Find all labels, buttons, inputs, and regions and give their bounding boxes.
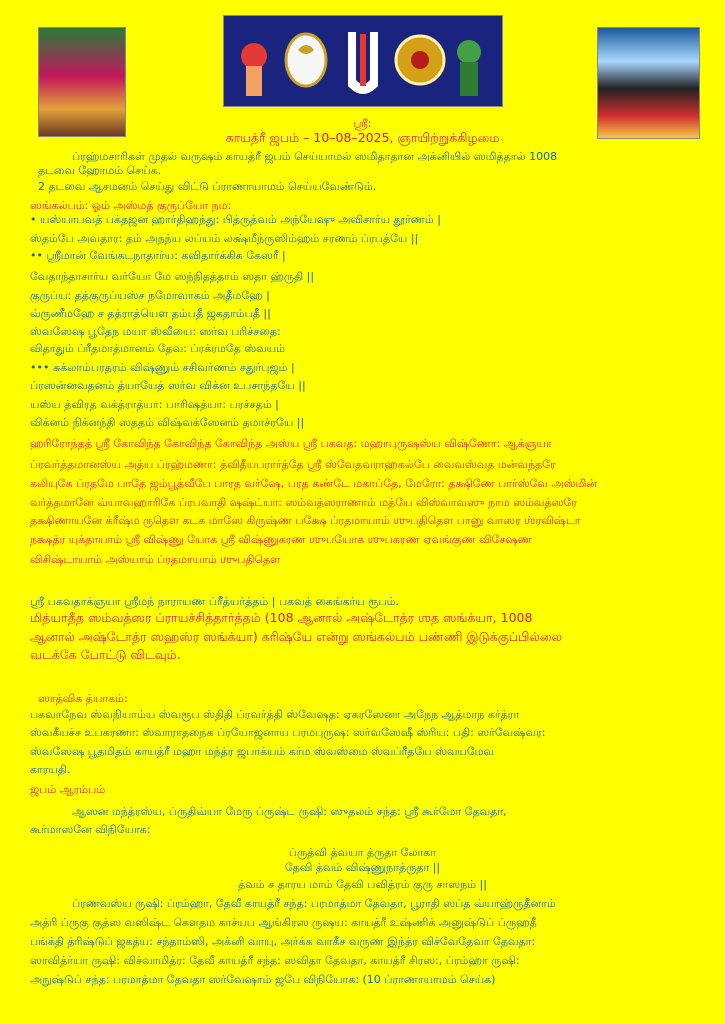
text-line: த்வம் ச தாரய மாம் தேவி பவித்ரம் குரு சாஸநம் || — [238, 878, 487, 891]
text-line: ப்ரஸன்னவதனம் த்யாயேத் ஸர்வ விக்ன உபசாந்தயே || — [30, 379, 306, 392]
text-line: பகவாநேவ ஸ்வநியாம்ய ஸ்வரூப ஸ்திதி ப்ரவர்த்தி ஸ்வேஷத: ஏகரஸேனா அநேந ஆத்மாந கர்த்ரா — [30, 708, 520, 721]
text-line: தேவி த்வம் விஷ்ணுநாத்ருதா || — [284, 861, 441, 874]
text-line: ஆனால் அஷ்டோத்ர ஸஹஸ்ர ஸங்க்யா) கரிஷ்யே என்று ஸங்கல்பம் பண்ணி இடுக்குப்பில்லை — [30, 629, 563, 644]
text-line: ப்ருத்வி த்வயா த்ருதா லோகா — [288, 846, 437, 859]
text-line: • யஸ்யாபவத் பக்தஜன ஹார்திஹந்து: பித்ருத்வம் அந்யேஷு அவிசார்ய தூர்ணம் | — [30, 213, 441, 226]
text-line: தக்ஷிணாயனே க்ரீஷ்ம ருதௌ கடக மாஸே கிருஷ்ண பக்ஷே ப்ரதமாயாம் ஶுபதிதௌ பானு வாஸர ஶ்ரவிஷ்டா — [30, 514, 581, 527]
text-line: மித்யாதீத ஸம்வத்ஸர ப்ராயச்சித்தார்த்தம் (108 ஆனால் அஷ்டோத்ர ஶத ஸங்க்யா, 1008 — [30, 610, 533, 625]
text-line: ••• சுக்லாம்பரதரம் விஷ்ணும் சசிவர்ணம் சதுர்புஜம் | — [30, 361, 295, 374]
text-line: விக்னம் நிக்னந்தி ஸததம் விஷ்வக்ஸேனம் தமாச்ரயே || — [30, 416, 305, 429]
text-line: குருப்ய: தத்குருப்யஸ்ச நமோவாகம் அதீமஹே | — [30, 289, 270, 302]
text-line: பங்க்தி த்ரிஷ்டுப் ஜகத்ய: சந்தாம்ஸி, அக்னி வாயு, அர்க்க வாகீச வருண இந்த்ர விச்வேதேவா தேவதா: — [30, 935, 536, 948]
text-line: ஹரிரோந்தத் ஸ்ரீ கோவிந்த கோவிந்த கோவிந்த அஸ்ய ஸ்ரீ பகவத: மஹாபுருஷஸ்ய விஷ்ணோ: ஆக்ஞயா — [30, 437, 552, 450]
text-line: யஸ்ய த்விரத வக்த்ராத்யா: பாரிஷத்யா: பரச்சதம் | — [30, 398, 279, 411]
text-line: ப்ரஹ்மசாரிகள் முதல் வருஷம் காயத்ரீ ஜபம் செய்யாமல் ஸமிதாதான அக்னியில் ஸமித்தால் 1008 — [72, 150, 558, 163]
text-line: வர்த்தமானே வ்யாவஹாரிகே ப்ரபவாதி ஷஷ்ட்யா: ஸம்வத்ஸராணாம் மத்யே விஸ்வாவஸு நாம ஸம்வத்ஸரே — [30, 496, 577, 509]
text-line: ஸ்வகீயச்ச உபகரணா: ஸ்வாராதநைக ப்ரயோஜனாய பரமபுருஷ: ஸர்வஸேஷீ ஸ்ரிய: பதி: ஸர்வேஷ்வர: — [30, 726, 546, 739]
text-line: ப்ரவர்த்தமானஸ்ய அத்ய ப்ரஹ்மணா: த்விதீயபரார்த்தே ஸ்ரீ ஸ்வேதவராஹகல்பே வைவஸ்வத மன்வந்தரே — [30, 458, 556, 471]
text-line: ஸாத்விக த்யாகம்: — [38, 692, 128, 705]
text-line: வடக்கே போட்டு விடவும். — [30, 647, 181, 662]
text-line: காரயதி. — [30, 763, 71, 776]
text-line: ஸங்கல்பம்: ஓம் அஸ்மத் குருப்யோ நம: — [30, 199, 232, 212]
text-line: வ்ருணீமஹே ச தத்ராத்யௌ தம்பதீ ஜகதாம்பதீ || — [30, 307, 271, 320]
text-line: ஸ்தம்பே அவதார: தம் அநந்ய லப்யம் லக்ஷ்மீந்ருஸிம்ஹம் சரணம் ப்ரபத்யே || — [30, 232, 419, 245]
text-line: ஸ்வஸேஷ பூதமிதம் காயத்ரீ மஹா மந்த்ர ஜபாக்யம் கர்ம ஸ்வஸ்மை ஸ்வப்ரீதயே ஸ்வயமேவ — [30, 745, 495, 758]
text-line: அநுஷ்டுப் சந்த: பரமாத்மா தேவதா ஸர்வேஷாம் ஜபே விநியோக: (10 ப்ராணாயாமம் செய்க) — [30, 973, 496, 986]
text-line: 2 தடவை ஆசமனம் செய்து விட்டு ப்ராணாயாமம் செய்யவேண்டும். — [38, 180, 377, 193]
text-line: விதாதும் ப்ரீதமாத்மானம் தேவ: ப்ரக்ரமதே ஸ்வயம் — [30, 342, 285, 355]
text-line: கூர்மாஸனே விநியோக: — [30, 823, 151, 836]
text-line: ஸாவித்ர்யா ருஷி: விச்வாமித்ர: தேவீ காயத்ரீ சந்த: ஸவிதா தேவதா, காயத்ரீ சிரஸ:, ப்ரம்ஹா ருஷி: — [30, 954, 520, 967]
text-line: ஸ்ரீ பகவதாக்ஞயா ஸ்ரீமந் நாராயண ப்ரீத்யர்த்தம் | பகவத் கைங்கர்ய ரூபம். — [30, 595, 400, 608]
text-line: ப்ரணவஸ்ய ருஷி: ப்ரம்ஹா, தேவீ காயத்ரீ சந்த: பரமாத்மா தேவதா, பூராதி ஸப்த வ்யாஹ்ருதீனாம் — [72, 897, 556, 910]
text-line: தடவை ஹோமம் செய்க. — [38, 164, 162, 177]
text-line: அத்ரி ப்ருகு குத்ஸ வஸிஷ்ட கௌதம காச்யப ஆங்கிரஸ ருஷய: காயத்ரீ உஷ்ணிக் அனுஷ்டுப் ப்ருஹதீ — [30, 916, 537, 929]
text-line: ஆஸன மந்த்ரஸ்ய, ப்ருதிவ்யா மேரு ப்ருஷ்ட ருஷி: ஸுதலம் சந்த: ஸ்ரீ கூர்மோ தேவதா, — [72, 805, 507, 818]
text-line: ஜபம் ஆரம்பம் — [30, 783, 106, 796]
text-line: கலியுகே ப்ரதமே பாதே ஜம்பூத்வீபே பாரத வர்ஷே, பரத கண்டே மகாப்தே, மேரோ: தக்ஷிணே பார்ஸ்வே அஸ்மின் — [30, 477, 597, 490]
text-line: விசிஷ்டாயாம் அஸ்யாம் ப்ரதமாயாம் ஶுபதிதௌ — [30, 553, 281, 566]
text-line: காயத்ரீ ஜபம் – 10–08–2025, ஞாயிற்றுக்கிழமை — [225, 130, 500, 145]
text-line: •• ஸ்ரீமான் வேங்கடநாதார்ய: கவிதார்க்கிக கேஸரீ | — [30, 249, 286, 262]
text-line: ஸ்வஸேஷ பூதேந மயா ஸ்வீயை: ஸர்வ பரிச்சதை: — [30, 325, 281, 338]
text-line: வேதாந்தாசார்ய வர்யோ மே ஸந்நிதத்தாம் ஸதா ஹ்ருதி || — [30, 270, 315, 283]
text-line: ஸ்ரீ: — [353, 117, 372, 130]
text-line: நக்ஷத்ர யுக்தாயாம் ஸ்ரீ விஷ்ணு யோக ஸ்ரீ விஷ்ணுகரண ஶுபயோக ஶுபகரண ஏவங்குண விசேஷண — [30, 533, 532, 546]
